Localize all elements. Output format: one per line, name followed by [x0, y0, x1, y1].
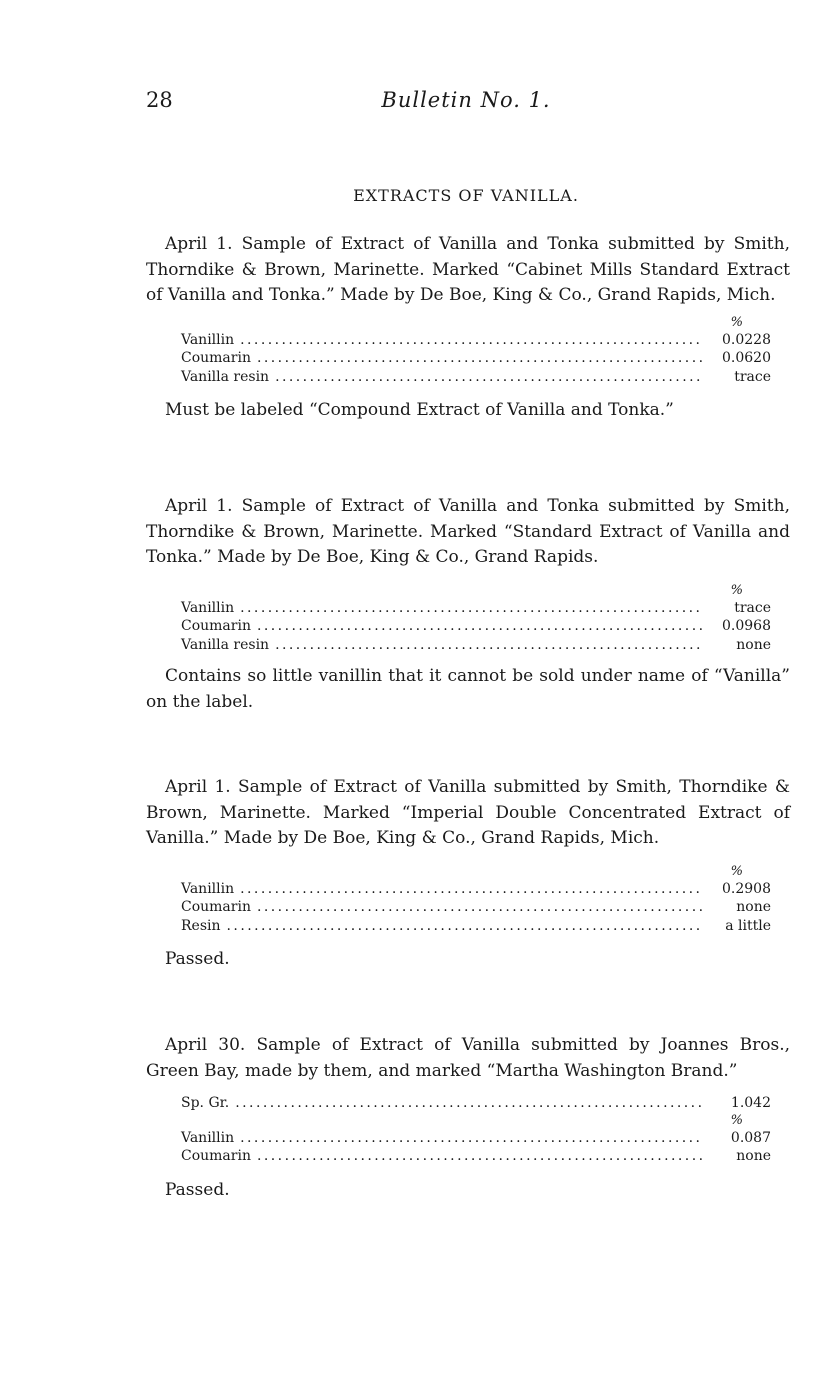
table-row	[181, 368, 771, 387]
entry-note: Passed.	[165, 1179, 230, 1200]
percent-symbol: %	[730, 863, 743, 879]
row-value: a little	[725, 917, 771, 934]
row-value: 0.2908	[722, 880, 771, 897]
row-value: none	[736, 636, 771, 653]
row-label: Resin	[181, 917, 221, 934]
table-row	[181, 599, 771, 618]
leader-dots	[240, 331, 703, 350]
leader-dots	[227, 917, 703, 936]
table-row	[181, 917, 771, 936]
leader-dots	[275, 636, 703, 655]
analysis-table	[181, 864, 771, 936]
page-number: 28	[146, 88, 173, 112]
entry-1	[146, 232, 790, 424]
entry-paragraph: April 1. Sample of Extract of Vanilla submitted by Smith, Thorndike & Brown, Marinette. Marked “Imperial Double Concentrated Extract of Vanilla.” Made by De Boe, King & Co., Grand Rapids, Mich.	[146, 777, 790, 848]
entry-paragraph: April 1. Sample of Extract of Vanilla and Tonka submitted by Smith, Thorndike & Brown, Marinette. Marked “Cabinet Mills Standard Extract of Vanilla and Tonka.” Made by De Boe, King & Co., Grand Rapids, Mich.	[146, 234, 790, 305]
leader-dots	[257, 1147, 703, 1166]
leader-dots	[275, 368, 703, 387]
table-row	[181, 1147, 771, 1166]
leader-dots	[240, 880, 703, 899]
leader-dots	[240, 1129, 703, 1148]
row-label: Vanillin	[181, 331, 235, 348]
row-label: Coumarin	[181, 899, 251, 915]
table-row	[181, 636, 771, 655]
analysis-table	[181, 583, 771, 655]
entry-note: Contains so little vanillin that it cannot be sold under name of “Vanilla” on the label.	[146, 666, 790, 712]
entry-2	[146, 494, 790, 715]
row-label: Vanilla resin	[181, 636, 270, 653]
leader-dots	[235, 1094, 703, 1113]
row-label: Coumarin	[181, 1148, 251, 1164]
entry-paragraph: April 1. Sample of Extract of Vanilla and Tonka submitted by Smith, Thorndike & Brown, Marinette. Marked “Standard Extract of Vanilla and Tonka.” Made by De Boe, King & Co., Grand Rapids.	[146, 496, 790, 567]
leader-dots	[257, 617, 703, 636]
leader-dots	[240, 599, 703, 618]
table-row	[181, 1129, 771, 1148]
row-label: Coumarin	[181, 618, 251, 634]
entry-note: Must be labeled “Compound Extract of Vanilla and Tonka.”	[165, 400, 674, 420]
row-label: Vanillin	[181, 880, 235, 897]
row-value: 1.042	[730, 1095, 771, 1111]
table-row	[181, 617, 771, 636]
entry-paragraph: April 30. Sample of Extract of Vanilla submitted by Joannes Bros., Green Bay, made by them, and marked “Martha Washington Brand.”	[146, 1035, 790, 1081]
row-label: Sp. Gr.	[181, 1095, 230, 1111]
entry-4	[146, 1033, 790, 1203]
leader-dots	[257, 898, 703, 917]
row-label: Coumarin	[181, 350, 251, 366]
page-header	[146, 88, 786, 118]
entry-note: Passed.	[165, 949, 230, 969]
table-row	[181, 349, 771, 368]
row-value: 0.0228	[722, 331, 771, 348]
row-value: 0.0620	[722, 350, 771, 366]
percent-symbol: %	[730, 582, 743, 598]
row-label: Vanillin	[181, 599, 235, 616]
table-row	[181, 898, 771, 917]
row-value: none	[736, 1148, 771, 1164]
row-value: 0.087	[730, 1129, 771, 1146]
table-row	[181, 331, 771, 350]
analysis-table	[181, 1094, 771, 1166]
row-label: Vanillin	[181, 1129, 235, 1146]
analysis-table	[181, 315, 771, 387]
row-value: none	[736, 899, 771, 915]
leader-dots	[257, 349, 703, 368]
section-title: EXTRACTS OF VANILLA.	[353, 186, 579, 205]
running-title: Bulletin No. 1.	[381, 88, 551, 112]
percent-symbol: %	[730, 1112, 743, 1128]
table-row	[181, 1094, 771, 1113]
row-value: trace	[734, 368, 771, 385]
row-value: 0.0968	[722, 618, 771, 634]
row-value: trace	[734, 599, 771, 616]
row-label: Vanilla resin	[181, 368, 270, 385]
percent-symbol: %	[730, 314, 743, 330]
entry-3	[146, 775, 790, 973]
table-row	[181, 880, 771, 899]
